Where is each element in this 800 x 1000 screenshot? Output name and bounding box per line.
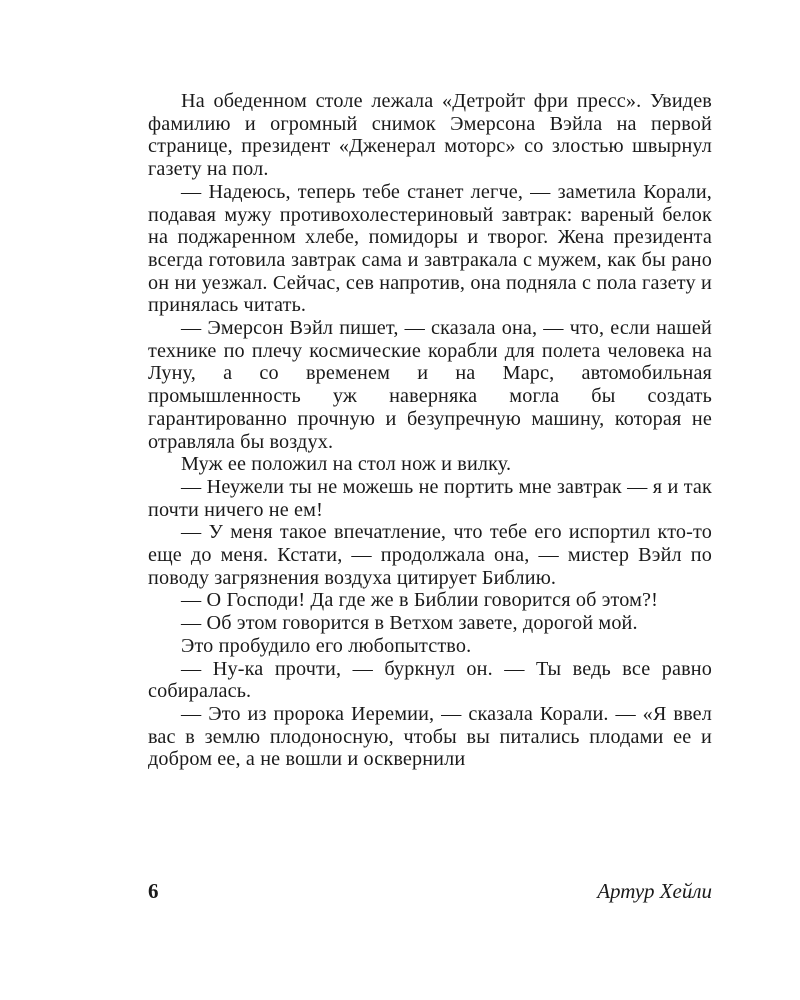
paragraph: — Неужели ты не можешь не портить мне завтрак — я и так почти ничего не ем!: [148, 475, 712, 521]
body-text: [148, 90, 712, 771]
paragraph: — Это из пророка Иеремии, — сказала Корали. — «Я ввел вас в землю плодоносную, чтобы вы питались плодами ее и добром ее, а не вошли и осквернили: [148, 702, 712, 771]
paragraph: Это пробудило его любопытство.: [181, 634, 472, 657]
paragraph: Муж ее положил на стол нож и вилку.: [181, 453, 512, 476]
paragraph: На обеденном столе лежала «Детройт фри пресс». Увидев фамилию и огромный снимок Эмерсона Вэйла на первой странице, президент «Дженерал моторс» со злостью швырнул газету на пол.: [148, 90, 712, 181]
paragraph: — Ну-ка прочти, — буркнул он. — Ты ведь все равно собиралась.: [148, 657, 712, 703]
paragraph: — О Господи! Да где же в Библии говорится об этом?!: [181, 589, 659, 612]
running-author: Артур Хейли: [597, 879, 712, 903]
paragraph: — Надеюсь, теперь тебе станет легче, — заметила Корали, подавая мужу противохолестериновый завтрак: вареный белок на поджаренном хлебе, помидоры и творог. Жена президента всегда готовила завтрак сама и завтракала с мужем, как бы рано он ни уезжал. Сейчас, сев напротив, она подняла с пола газету и принялась читать.: [148, 180, 712, 317]
book-page: [148, 90, 712, 920]
paragraph: — У меня такое впечатление, что тебе его испортил кто-то еще до меня. Кстати, — продолжала она, — мистер Вэйл по поводу загрязнения воздуха цитирует Библию.: [148, 521, 712, 589]
paragraph: — Об этом говорится в Ветхом завете, дорогой мой.: [181, 612, 638, 635]
page-footer: [148, 879, 712, 904]
paragraph: — Эмерсон Вэйл пишет, — сказала она, — что, если нашей технике по плечу космические корабли для полета человека на Луну, а со временем и на Марс, автомобильная промышленность уж наверняка могла бы создать гарантированно прочную и безупречную машину, которая не отравляла бы воздух.: [148, 317, 712, 453]
page-number: 6: [148, 879, 159, 903]
